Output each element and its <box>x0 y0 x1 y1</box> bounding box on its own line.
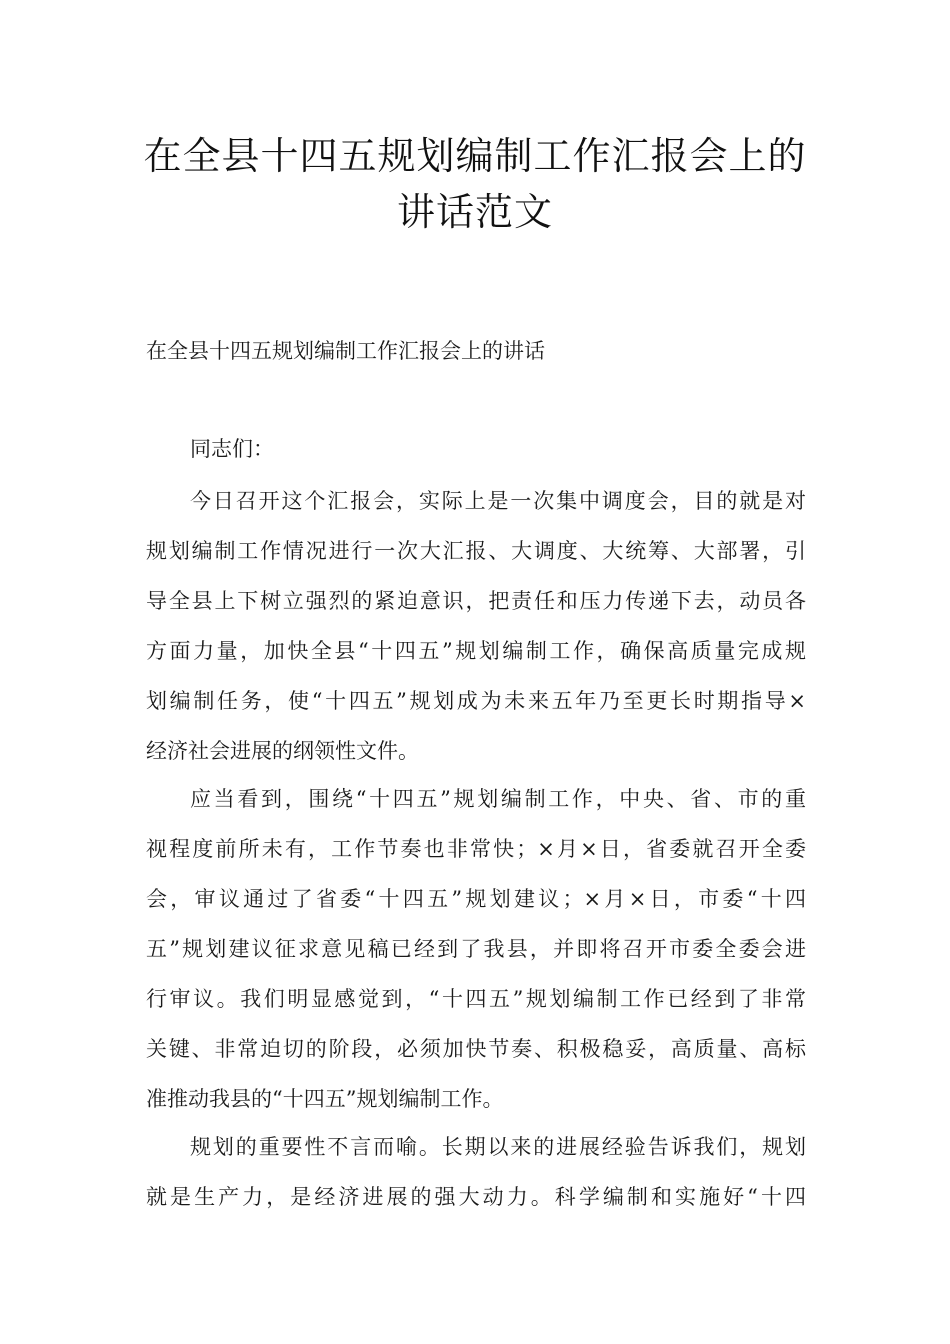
paragraph-line: 就是生产力，是经济进展的强大动力。科学编制和实施好“十四 <box>146 1185 806 1209</box>
title-line-2: 讲话范文 <box>396 190 553 234</box>
paragraph-line: 行审议。我们明显感觉到，“十四五”规划编制工作已经到了非常 <box>146 987 806 1011</box>
paragraph-line: 经济社会进展的纲领性文件。 <box>146 739 419 763</box>
paragraph-line: 规划编制工作情况进行一次大汇报、大调度、大统筹、大部署，引 <box>146 539 806 563</box>
paragraph-1 <box>146 476 806 776</box>
paragraph-3 <box>146 1122 806 1222</box>
paragraph-line: 方面力量，加快全县“十四五”规划编制工作，确保高质量完成规 <box>146 639 806 663</box>
paragraph-line: 关键、非常迫切的阶段，必须加快节奏、积极稳妥，高质量、高标 <box>146 1037 806 1061</box>
title-line-1: 在全县十四五规划编制工作汇报会上的 <box>143 134 807 178</box>
paragraph-2 <box>146 774 806 1124</box>
greeting: 同志们： <box>190 437 274 461</box>
paragraph-line: 划编制任务，使“十四五”规划成为未来五年乃至更长时期指导× <box>146 689 806 713</box>
paragraph-line: 准推动我县的“十四五”规划编制工作。 <box>146 1087 504 1111</box>
paragraph-line: 今日召开这个汇报会，实际上是一次集中调度会，目的就是对 <box>190 489 806 513</box>
paragraph-line: 五”规划建议征求意见稿已经到了我县，并即将召开市委全委会进 <box>146 937 806 961</box>
paragraph-line: 规划的重要性不言而喻。长期以来的进展经验告诉我们，规划 <box>190 1135 806 1159</box>
paragraph-line: 视程度前所未有，工作节奏也非常快；×月×日，省委就召开全委 <box>146 837 806 861</box>
document-title <box>120 128 830 240</box>
document-subtitle: 在全县十四五规划编制工作汇报会上的讲话 <box>146 339 545 363</box>
paragraph-line: 会，审议通过了省委“十四五”规划建议；×月×日，市委“十四 <box>146 887 806 911</box>
paragraph-line: 应当看到，围绕“十四五”规划编制工作，中央、省、市的重 <box>190 787 806 811</box>
paragraph-line: 导全县上下树立强烈的紧迫意识，把责任和压力传递下去，动员各 <box>146 589 806 613</box>
